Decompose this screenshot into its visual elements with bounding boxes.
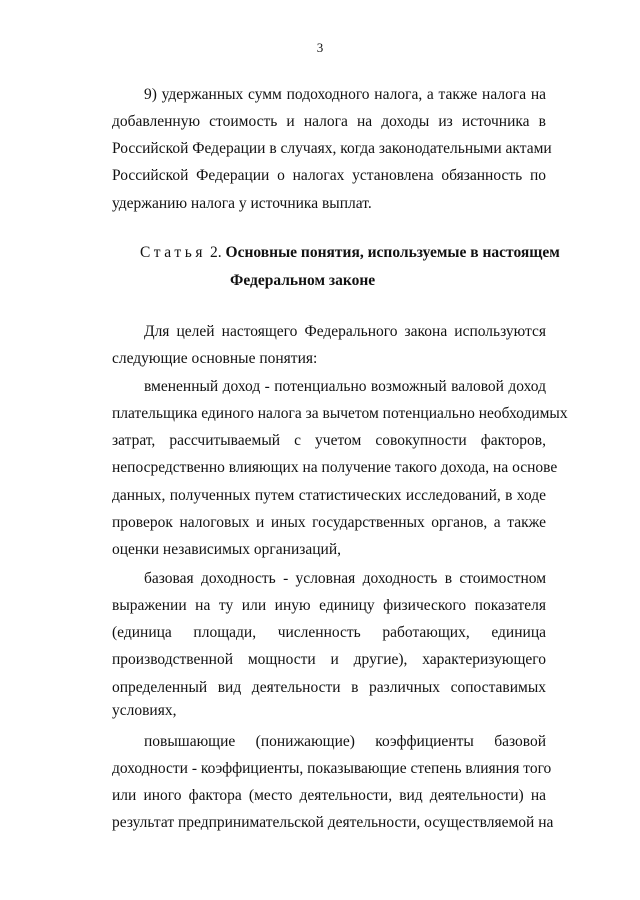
text-line: данных, полученных путем статистических исследований, в ходе [112, 487, 546, 504]
page-number: 3 [316, 40, 324, 55]
text-line: выражении на ту или иную единицу физического показателя [112, 597, 546, 614]
text-line: вмененный доход - потенциально возможный валовой доход [144, 378, 546, 395]
text-line: удержанию налога у источника выплат. [112, 195, 372, 212]
text-line: повышающие (понижающие) коэффициенты базовой [144, 733, 546, 750]
text-line: 9) удержанных сумм подоходного налога, а также налога на [144, 86, 546, 103]
text-line: непосредственно влияющих на получение такого дохода, на основе [112, 459, 558, 476]
text-line: или иного фактора (место деятельности, вид деятельности) на [112, 787, 546, 804]
text-line: доходности - коэффициенты, показывающие степень влияния того [112, 760, 552, 777]
text-line: производственной мощности и другие), характеризующего [112, 651, 546, 668]
text-line: затрат, рассчитываемый с учетом совокупности факторов, [112, 432, 546, 449]
article-title: Основные понятия, используемые в настоящем [225, 244, 560, 261]
article-label: Статья [140, 244, 207, 261]
text-line: оценки независимых организаций, [112, 541, 342, 558]
text-line: следующие основные понятия: [112, 350, 318, 367]
article-title-line-2: Федеральном законе [230, 272, 376, 289]
text-line: плательщика единого налога за вычетом потенциально необходимых [112, 405, 568, 422]
text-line: результат предпринимательской деятельности, осуществляемой на [112, 814, 554, 831]
text-line: условиях, [112, 702, 177, 719]
text-line: базовая доходность - условная доходность в стоимостном [144, 570, 546, 587]
text-line: проверок налоговых и иных государственных органов, а также [112, 514, 546, 531]
text-line: Российской Федерации в случаях, когда законодательными актами [112, 140, 552, 157]
article-heading [140, 244, 560, 262]
text-line: добавленную стоимость и налога на доходы из источника в [112, 113, 546, 130]
text-line: Для целей настоящего Федерального закона используются [144, 323, 546, 340]
article-number: 2. [210, 244, 222, 261]
text-line: (единица площади, численность работающих, единица [112, 624, 546, 641]
text-line: определенный вид деятельности в различных сопоставимых [112, 679, 546, 696]
text-line: Российской Федерации о налогах установлена обязанность по [112, 167, 546, 184]
